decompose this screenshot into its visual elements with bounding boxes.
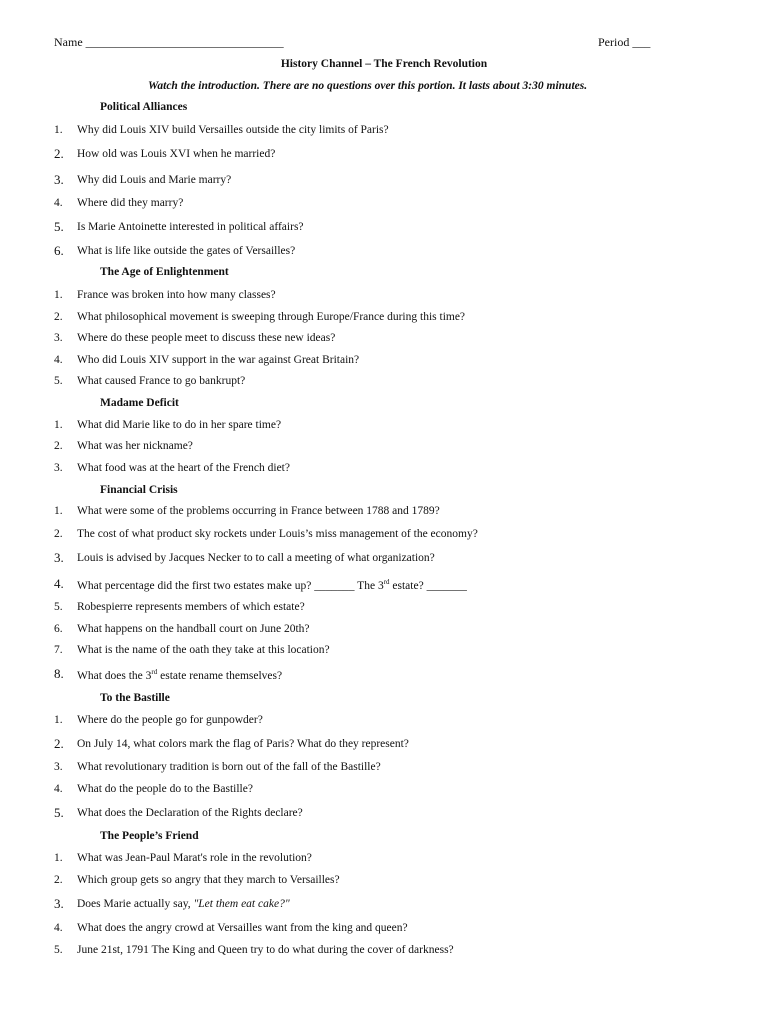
question-item [0, 462, 768, 482]
question-number: 1. [54, 419, 63, 431]
question-number: 2. [54, 874, 63, 886]
question-item [0, 898, 768, 918]
question-text: Is Marie Antoinette interested in political affairs? [77, 221, 304, 233]
question-item [0, 419, 768, 439]
question-number: 1. [54, 852, 63, 864]
question-item [0, 148, 768, 168]
question-number: 5. [54, 601, 63, 613]
question-text: What does the Declaration of the Rights declare? [77, 807, 303, 819]
question-text: What percentage did the first two estates make up? _______ The 3rd estate? _______ [77, 578, 467, 592]
question-text: What revolutionary tradition is born out of the fall of the Bastille? [77, 761, 381, 773]
question-number: 4. [54, 576, 64, 591]
question-text: Who did Louis XIV support in the war against Great Britain? [77, 354, 360, 366]
question-item [0, 197, 768, 217]
question-number: 6. [54, 623, 63, 635]
question-item [0, 528, 768, 548]
question-item [0, 668, 768, 688]
question-number: 2. [54, 311, 63, 323]
question-number: 3. [54, 462, 63, 474]
question-number: 5. [54, 375, 63, 387]
section-heading-age-of-enlightenment: The Age of Enlightenment [100, 266, 229, 278]
question-text: Where did they marry? [77, 197, 184, 209]
question-item [0, 738, 768, 758]
question-item [0, 944, 768, 964]
question-item [0, 440, 768, 460]
question-text: What do the people do to the Bastille? [77, 783, 253, 795]
section-heading-the-peoples-friend: The People’s Friend [100, 830, 199, 842]
page-title: History Channel – The French Revolution [280, 58, 488, 70]
question-number: 4. [54, 783, 63, 795]
question-number: 2. [54, 528, 63, 540]
question-text: What was her nickname? [77, 440, 193, 452]
question-number: 8. [54, 666, 64, 681]
question-item [0, 332, 768, 352]
question-text: What did Marie like to do in her spare time? [77, 419, 282, 431]
question-item [0, 601, 768, 621]
question-text: Where do the people go for gunpowder? [77, 714, 263, 726]
question-item [0, 644, 768, 664]
question-number: 2. [54, 440, 63, 452]
question-item [0, 552, 768, 572]
question-number: 4. [54, 922, 63, 934]
question-text: What is the name of the oath they take at this location? [77, 644, 330, 656]
question-text: The cost of what product sky rockets under Louis’s miss management of the economy? [77, 528, 478, 540]
intro-instruction: Watch the introduction. There are no questions over this portion. It lasts about 3:30 minutes. [148, 80, 588, 92]
question-text: What does the 3rd estate rename themselves? [77, 668, 283, 682]
question-text: What were some of the problems occurring in France between 1788 and 1789? [77, 505, 440, 517]
period-field-label: Period ___ [598, 35, 651, 49]
question-text: June 21st, 1791 The King and Queen try to do what during the cover of darkness? [77, 944, 454, 956]
question-text: Why did Louis XIV build Versailles outside the city limits of Paris? [77, 124, 389, 136]
question-text: On July 14, what colors mark the flag of Paris? What do they represent? [77, 738, 409, 750]
question-number: 4. [54, 354, 63, 366]
name-field-label: Name _________________________________ [54, 35, 284, 49]
question-item [0, 578, 768, 598]
question-item [0, 714, 768, 734]
question-text: What caused France to go bankrupt? [77, 375, 246, 387]
question-item [0, 221, 768, 241]
question-item [0, 852, 768, 872]
question-number: 3. [54, 896, 64, 911]
question-number: 5. [54, 219, 64, 234]
question-item [0, 311, 768, 331]
question-text: How old was Louis XVI when he married? [77, 148, 276, 160]
question-number: 3. [54, 550, 64, 565]
question-item [0, 375, 768, 395]
question-text: What was Jean-Paul Marat's role in the revolution? [77, 852, 312, 864]
question-item [0, 922, 768, 942]
question-item [0, 245, 768, 265]
section-heading-to-the-bastille: To the Bastille [100, 692, 170, 704]
question-text: What philosophical movement is sweeping through Europe/France during this time? [77, 311, 466, 323]
question-item [0, 807, 768, 827]
question-number: 3. [54, 332, 63, 344]
question-number: 3. [54, 172, 64, 187]
section-heading-political-alliances: Political Alliances [100, 101, 188, 113]
question-number: 5. [54, 805, 64, 820]
question-text: Robespierre represents members of which estate? [77, 601, 305, 613]
question-number: 3. [54, 761, 63, 773]
question-number: 2. [54, 146, 64, 161]
question-text: Where do these people meet to discuss these new ideas? [77, 332, 336, 344]
question-text: What food was at the heart of the French diet? [77, 462, 290, 474]
question-number: 5. [54, 944, 63, 956]
question-text: What does the angry crowd at Versailles want from the king and queen? [77, 922, 408, 934]
question-number: 7. [54, 644, 63, 656]
question-text: Which group gets so angry that they march to Versailles? [77, 874, 340, 886]
question-item [0, 623, 768, 643]
question-item [0, 505, 768, 525]
question-text: Louis is advised by Jacques Necker to to call a meeting of what organization? [77, 552, 435, 564]
question-number: 1. [54, 714, 63, 726]
question-item [0, 783, 768, 803]
question-item [0, 174, 768, 194]
question-number: 2. [54, 736, 64, 751]
question-text: Does Marie actually say, "Let them eat cake?" [77, 898, 290, 910]
question-text: Why did Louis and Marie marry? [77, 174, 232, 186]
question-number: 6. [54, 243, 64, 258]
question-text: What happens on the handball court on June 20th? [77, 623, 310, 635]
question-item [0, 124, 768, 144]
question-item [0, 289, 768, 309]
section-heading-madame-deficit: Madame Deficit [100, 397, 179, 409]
question-text: France was broken into how many classes? [77, 289, 276, 301]
question-number: 1. [54, 124, 63, 136]
question-number: 4. [54, 197, 63, 209]
question-item [0, 761, 768, 781]
question-text: What is life like outside the gates of Versailles? [77, 245, 296, 257]
question-number: 1. [54, 289, 63, 301]
question-number: 1. [54, 505, 63, 517]
question-item [0, 874, 768, 894]
section-heading-financial-crisis: Financial Crisis [100, 484, 178, 496]
question-item [0, 354, 768, 374]
